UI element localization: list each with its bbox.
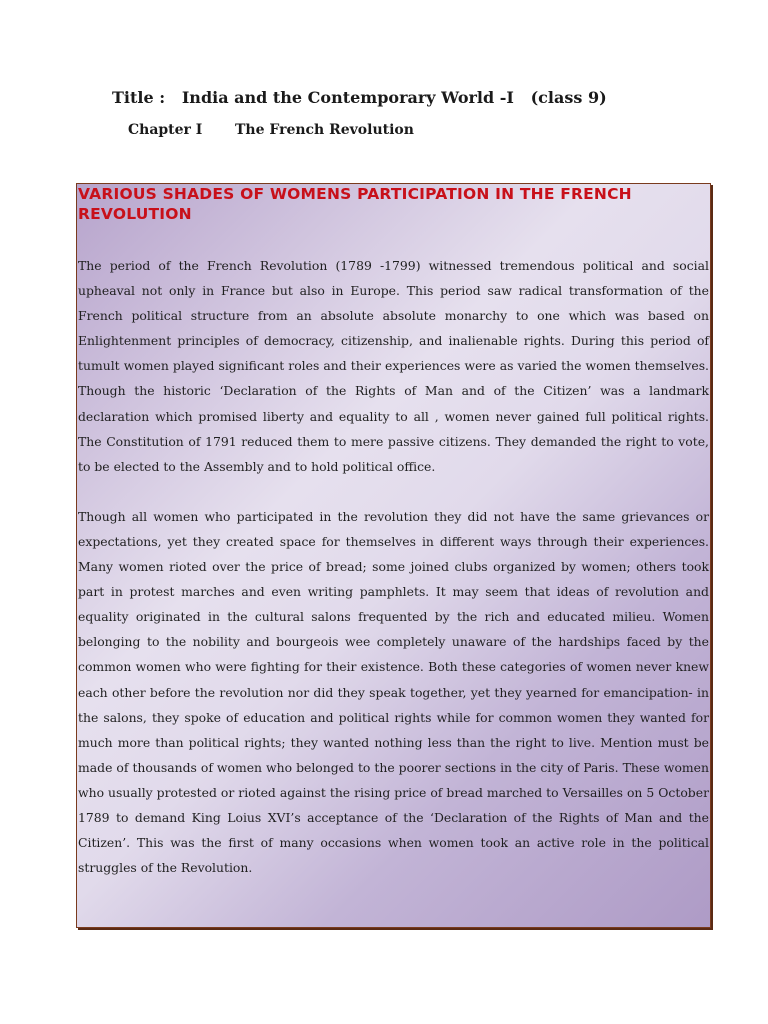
- chapter-title: The French Revolution: [235, 122, 414, 138]
- document-title: Title : India and the Contemporary World -I (class 9): [112, 88, 607, 107]
- content-box: [76, 183, 711, 928]
- chapter-number: Chapter I: [128, 122, 203, 138]
- paragraph-1: The period of the French Revolution (1789 -1799) witnessed tremendous political and social upheaval not only in France but also in Europe. This period saw radical transformation of the French political structure from an absolute absolute monarchy to one which was based on Enlightenment principles of democracy, citizenship, and inalienable rights. During this period of tumult women played significant roles and their experiences were as varied the women themselves. Though the historic ‘Declaration of the Rights of Man and of the Citizen’ was a landmark declaration which promised liberty and equality to all , women never gained full political rights. The Constitution of 1791 reduced them to mere passive citizens. They demanded the right to vote, to be elected to the Assembly and to hold political office.: [78, 258, 709, 474]
- section-heading: VARIOUS SHADES OF WOMENS PARTICIPATION IN THE FRENCH REVOLUTION: [78, 185, 632, 223]
- chapter-line: [128, 122, 414, 138]
- paragraph-2: Though all women who participated in the revolution they did not have the same grievances or expectations, yet they created space for themselves in different ways through their experiences. Many women rioted over the price of bread; some joined clubs organized by women; others took part in protest marches and even writing pamphlets. It may seem that ideas of revolution and equality originated in the cultural salons frequented by the rich and educated milieu. Women belonging to the nobility and bourgeois wee completely unaware of the hardships faced by the common women who were fighting for their existence. Both these categories of women never knew each other before the revolution nor did they speak together, yet they yearned for emancipation- in the salons, they spoke of education and political rights while for common women they wanted for much more than political rights; they wanted nothing less than the right to live. Mention must be made of thousands of women who belonged to the poorer sections in the city of Paris. These women who usually protested or rioted against the rising price of bread marched to Versailles on 5 October 1789 to demand King Loius XVI’s acceptance of the ‘Declaration of the Rights of Man and the Citizen’. This was the first of many occasions when women took an active role in the political struggles of the Revolution.: [78, 508, 709, 876]
